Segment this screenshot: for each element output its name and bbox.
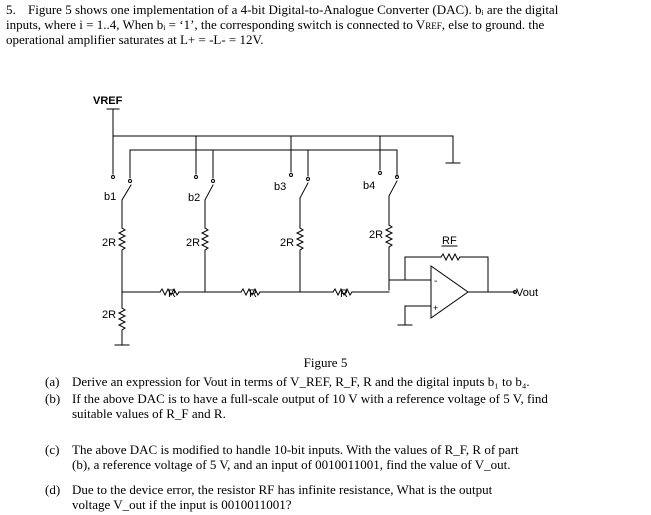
part-d-line-2: voltage V_out if the input is 0010011001? [72,497,292,512]
resistor-label-r-1: R [168,288,176,300]
switch-label-b1: b1 [104,191,117,203]
part-c-text [72,442,651,472]
opamp-minus: - [434,276,438,287]
part-a-text [72,374,651,389]
resistor-2r-3 [297,228,303,250]
ground-symbol-top [446,136,460,163]
switch-label-b4: b4 [363,180,376,192]
part-d-label: (d) [45,482,61,497]
part-c-line-1: The above DAC is modified to handle 10-bit inputs. With the values of R_F, R of part [72,442,519,457]
output-label: Vout [516,287,539,299]
intro-text-3: operational amplifier saturates at L+ = -L- = 12V. [6,32,264,47]
part-b-line-2: suitable values of R_F and R. [72,406,226,421]
intro-text-2: inputs, where i = 1..4, When bᵢ = ‘1’, the corresponding switch is connected to V [6,16,426,32]
part-c-line-2: (b), a reference voltage of 5 V, and an input of 0010011001, find the value of V_out. [72,457,511,472]
resistor-label-2r-bottom: 2R [102,309,117,321]
switch-ground-contacts [130,150,397,178]
part-b-label: (b) [45,391,61,406]
part-a-line-1: Derive an expression for Vout in terms of V_REF, R_F, R and the digital inputs b₁ to b₄. [72,374,530,389]
resistor-label-r-2: R [249,288,257,300]
resistor-label-2r-3: 2R [280,237,295,249]
intro-text-1: Figure 5 shows one implementation of a 4-bit Digital-to-Analogue Converter (DAC). bᵢ are the digital [28,2,559,17]
part-d-line-1: Due to the device error, the resistor RF has infinite resistance, What is the output [72,482,493,497]
part-a-label: (a) [45,374,60,389]
part-b-line-1: If the above DAC is to have a full-scale output of 10 V with a reference voltage of 5 V, find [72,391,548,406]
resistor-2r-bottom [119,308,125,330]
resistor-label-2r-4: 2R [369,229,384,241]
resistor-rf [441,254,460,260]
resistor-label-r-3: R [340,288,348,300]
intro-text-2-end: , else to ground. the [441,16,545,32]
resistor-2r-2 [202,228,208,250]
intro-ref-subscript: REF [425,20,442,31]
resistor-label-2r-2: 2R [186,237,201,249]
switch-b4 [379,172,399,197]
figure-caption: Figure 5 [303,355,348,370]
resistor-label-rf: RF [442,235,457,247]
ground-symbol-bottom-left [115,331,129,345]
part-b-text [72,391,651,421]
opamp-plus: + [433,303,439,313]
part-c-label: (c) [45,442,60,457]
part-d-text [72,482,651,512]
switch-label-b2: b2 [188,192,201,204]
switch-b3 [290,174,310,199]
resistor-2r-4 [386,225,392,247]
resistor-2r-1 [119,228,125,250]
switch-label-b3: b3 [274,181,287,193]
ground-symbol-opamp [398,306,412,325]
vref-label: VREF [93,95,123,107]
resistor-label-2r-1: 2R [102,237,117,249]
question-number: 5. [6,2,16,17]
